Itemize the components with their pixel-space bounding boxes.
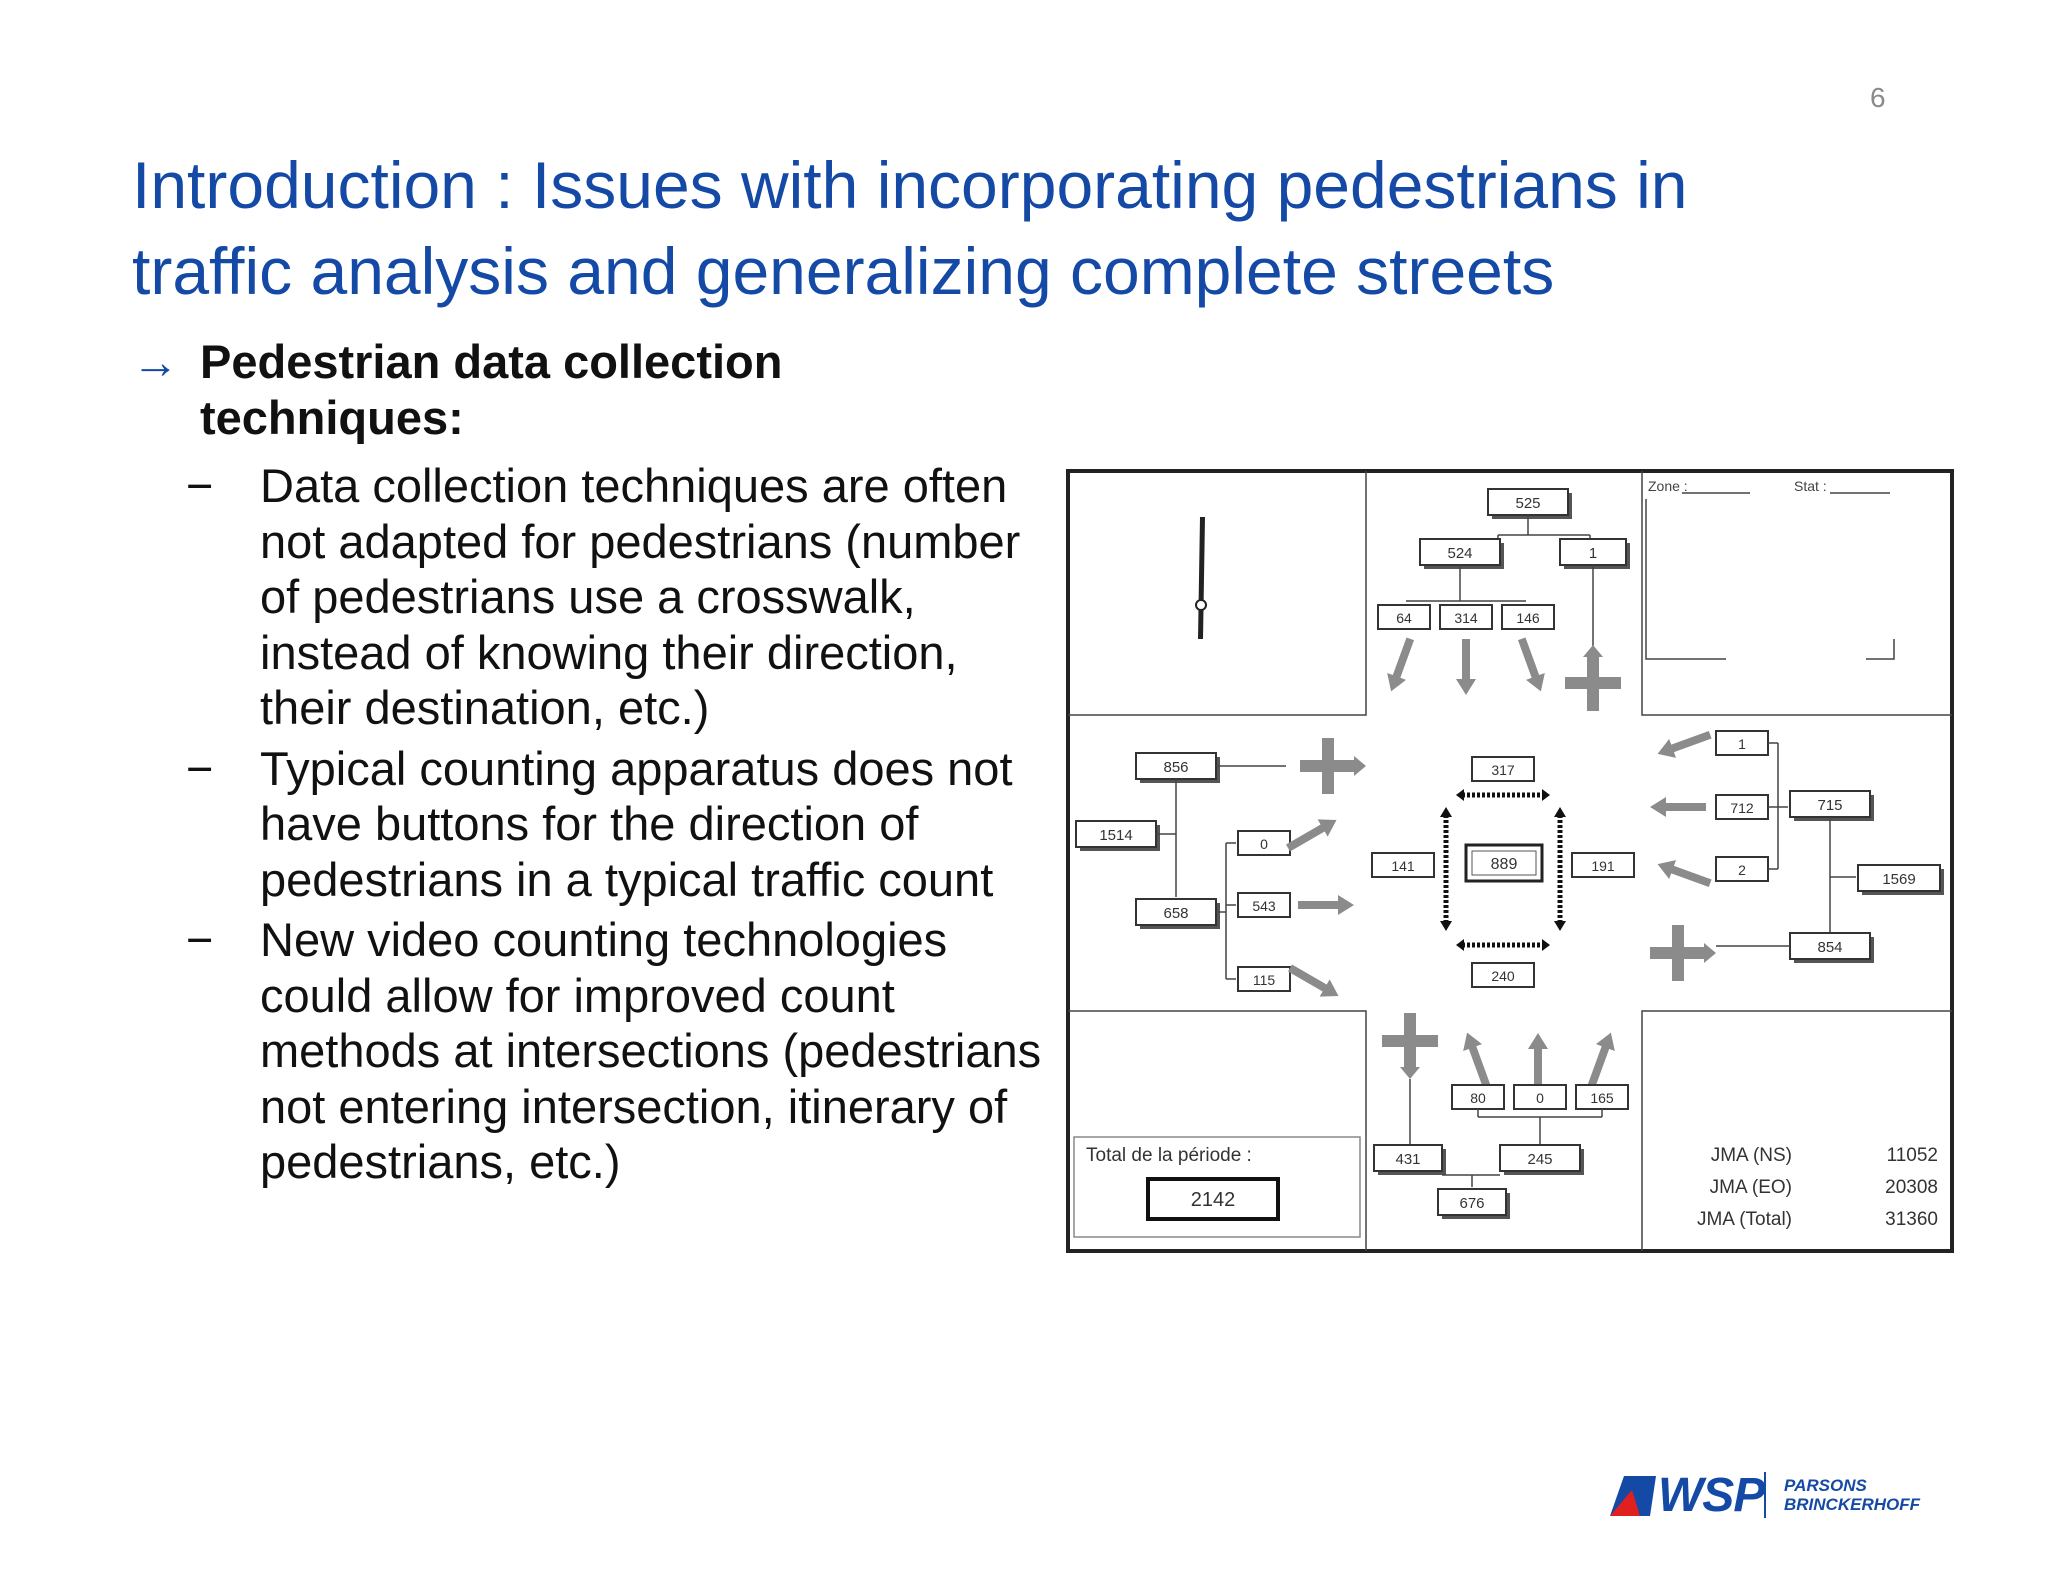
south-through-value: 0 — [1536, 1090, 1544, 1106]
period-total-value: 2142 — [1190, 1189, 1236, 1211]
west-right-value: 115 — [1252, 972, 1276, 988]
north-through-value: 314 — [1454, 610, 1478, 626]
north-other-value: 1 — [1588, 545, 1598, 562]
jma-eo-label: JMA (EO) — [1709, 1177, 1792, 1198]
east-through-value: 712 — [1730, 800, 1754, 816]
west-uturn-value: 0 — [1260, 836, 1268, 852]
south-right-value: 165 — [1590, 1090, 1614, 1106]
west-through-value: 543 — [1252, 898, 1276, 914]
sub-bullet-item — [186, 741, 1046, 908]
ped-east-value: 191 — [1591, 858, 1615, 874]
stat-label: Stat : — [1794, 478, 1827, 494]
dash-icon: − — [186, 913, 214, 966]
east-approach-in: 854 — [1817, 939, 1843, 956]
north-right-value: 146 — [1516, 610, 1540, 626]
logo-pb-line-2: BRINCKERHOFF — [1784, 1495, 1920, 1514]
east-left-value: 2 — [1738, 862, 1746, 878]
intersection-diagram-svg — [1066, 469, 1954, 1253]
jma-eo-value: 20308 — [1885, 1177, 1938, 1198]
ped-north-value: 317 — [1491, 762, 1515, 778]
ped-south-value: 240 — [1491, 968, 1515, 984]
logo-pb-line-1: PARSONS — [1784, 1476, 1867, 1495]
jma-total-value: 31360 — [1885, 1209, 1938, 1230]
jma-total-label: JMA (Total) — [1696, 1209, 1792, 1230]
wsp-pb-logo — [1610, 1468, 1940, 1524]
jma-ns-label: JMA (NS) — [1710, 1145, 1792, 1166]
east-right-value: 1 — [1738, 736, 1746, 752]
page-number: 6 — [1870, 82, 1886, 113]
period-total-label: Total de la période : — [1086, 1145, 1252, 1166]
wsp-logo-mark-icon — [1610, 1472, 1656, 1520]
south-left-value: 80 — [1470, 1090, 1486, 1106]
dash-icon: − — [186, 741, 214, 795]
east-approach-out: 715 — [1817, 797, 1843, 814]
south-approach-in: 245 — [1527, 1151, 1553, 1168]
sub-bullet-text: Typical counting apparatus does not have buttons for the direction of pedestrians in a typical traffic count — [260, 741, 1013, 906]
bullet-arrow-icon: → — [132, 335, 179, 388]
north-left-value: 64 — [1396, 610, 1412, 626]
sub-bullet-list — [186, 458, 1046, 1195]
bullet-heading: Pedestrian data collection techniques: — [200, 335, 783, 444]
south-total: 676 — [1459, 1195, 1485, 1212]
zone-label: Zone : — [1648, 478, 1688, 494]
ped-total-value: 889 — [1490, 856, 1518, 873]
title-line-2: traffic analysis and generalizing complete streets — [132, 234, 1555, 308]
sub-bullet-text: Data collection techniques are often not adapted for pedestrians (number of pedestrians use a crosswalk, instead of knowing their direction, their destination, etc.) — [260, 459, 1021, 734]
logo-separator — [1764, 1472, 1766, 1518]
west-total: 1514 — [1099, 827, 1133, 844]
slide-title — [132, 142, 1952, 314]
west-approach-in: 658 — [1163, 905, 1189, 922]
dash-icon: − — [186, 459, 214, 512]
ped-west-value: 141 — [1391, 858, 1415, 874]
jma-ns-value: 11052 — [1886, 1145, 1938, 1166]
logo-pb-text — [1784, 1476, 1920, 1514]
sub-bullet-item — [186, 912, 1046, 1190]
intersection-count-diagram — [1066, 469, 1954, 1253]
north-total-in: 525 — [1515, 495, 1541, 512]
east-total: 1569 — [1882, 871, 1916, 888]
sub-bullet-text: New video counting technologies could allow for improved count methods at intersections (pedestrians not entering intersection, itinerary of pedestrians, etc.) — [260, 913, 1042, 1188]
sub-bullet-item — [186, 458, 1046, 736]
west-approach-out: 856 — [1163, 759, 1189, 776]
north-approach-value: 524 — [1447, 545, 1473, 562]
logo-wsp-text: WSP — [1658, 1469, 1765, 1522]
south-approach-out: 431 — [1395, 1151, 1421, 1168]
title-line-1: Introduction : Issues with incorporating pedestrians in — [132, 148, 1688, 222]
